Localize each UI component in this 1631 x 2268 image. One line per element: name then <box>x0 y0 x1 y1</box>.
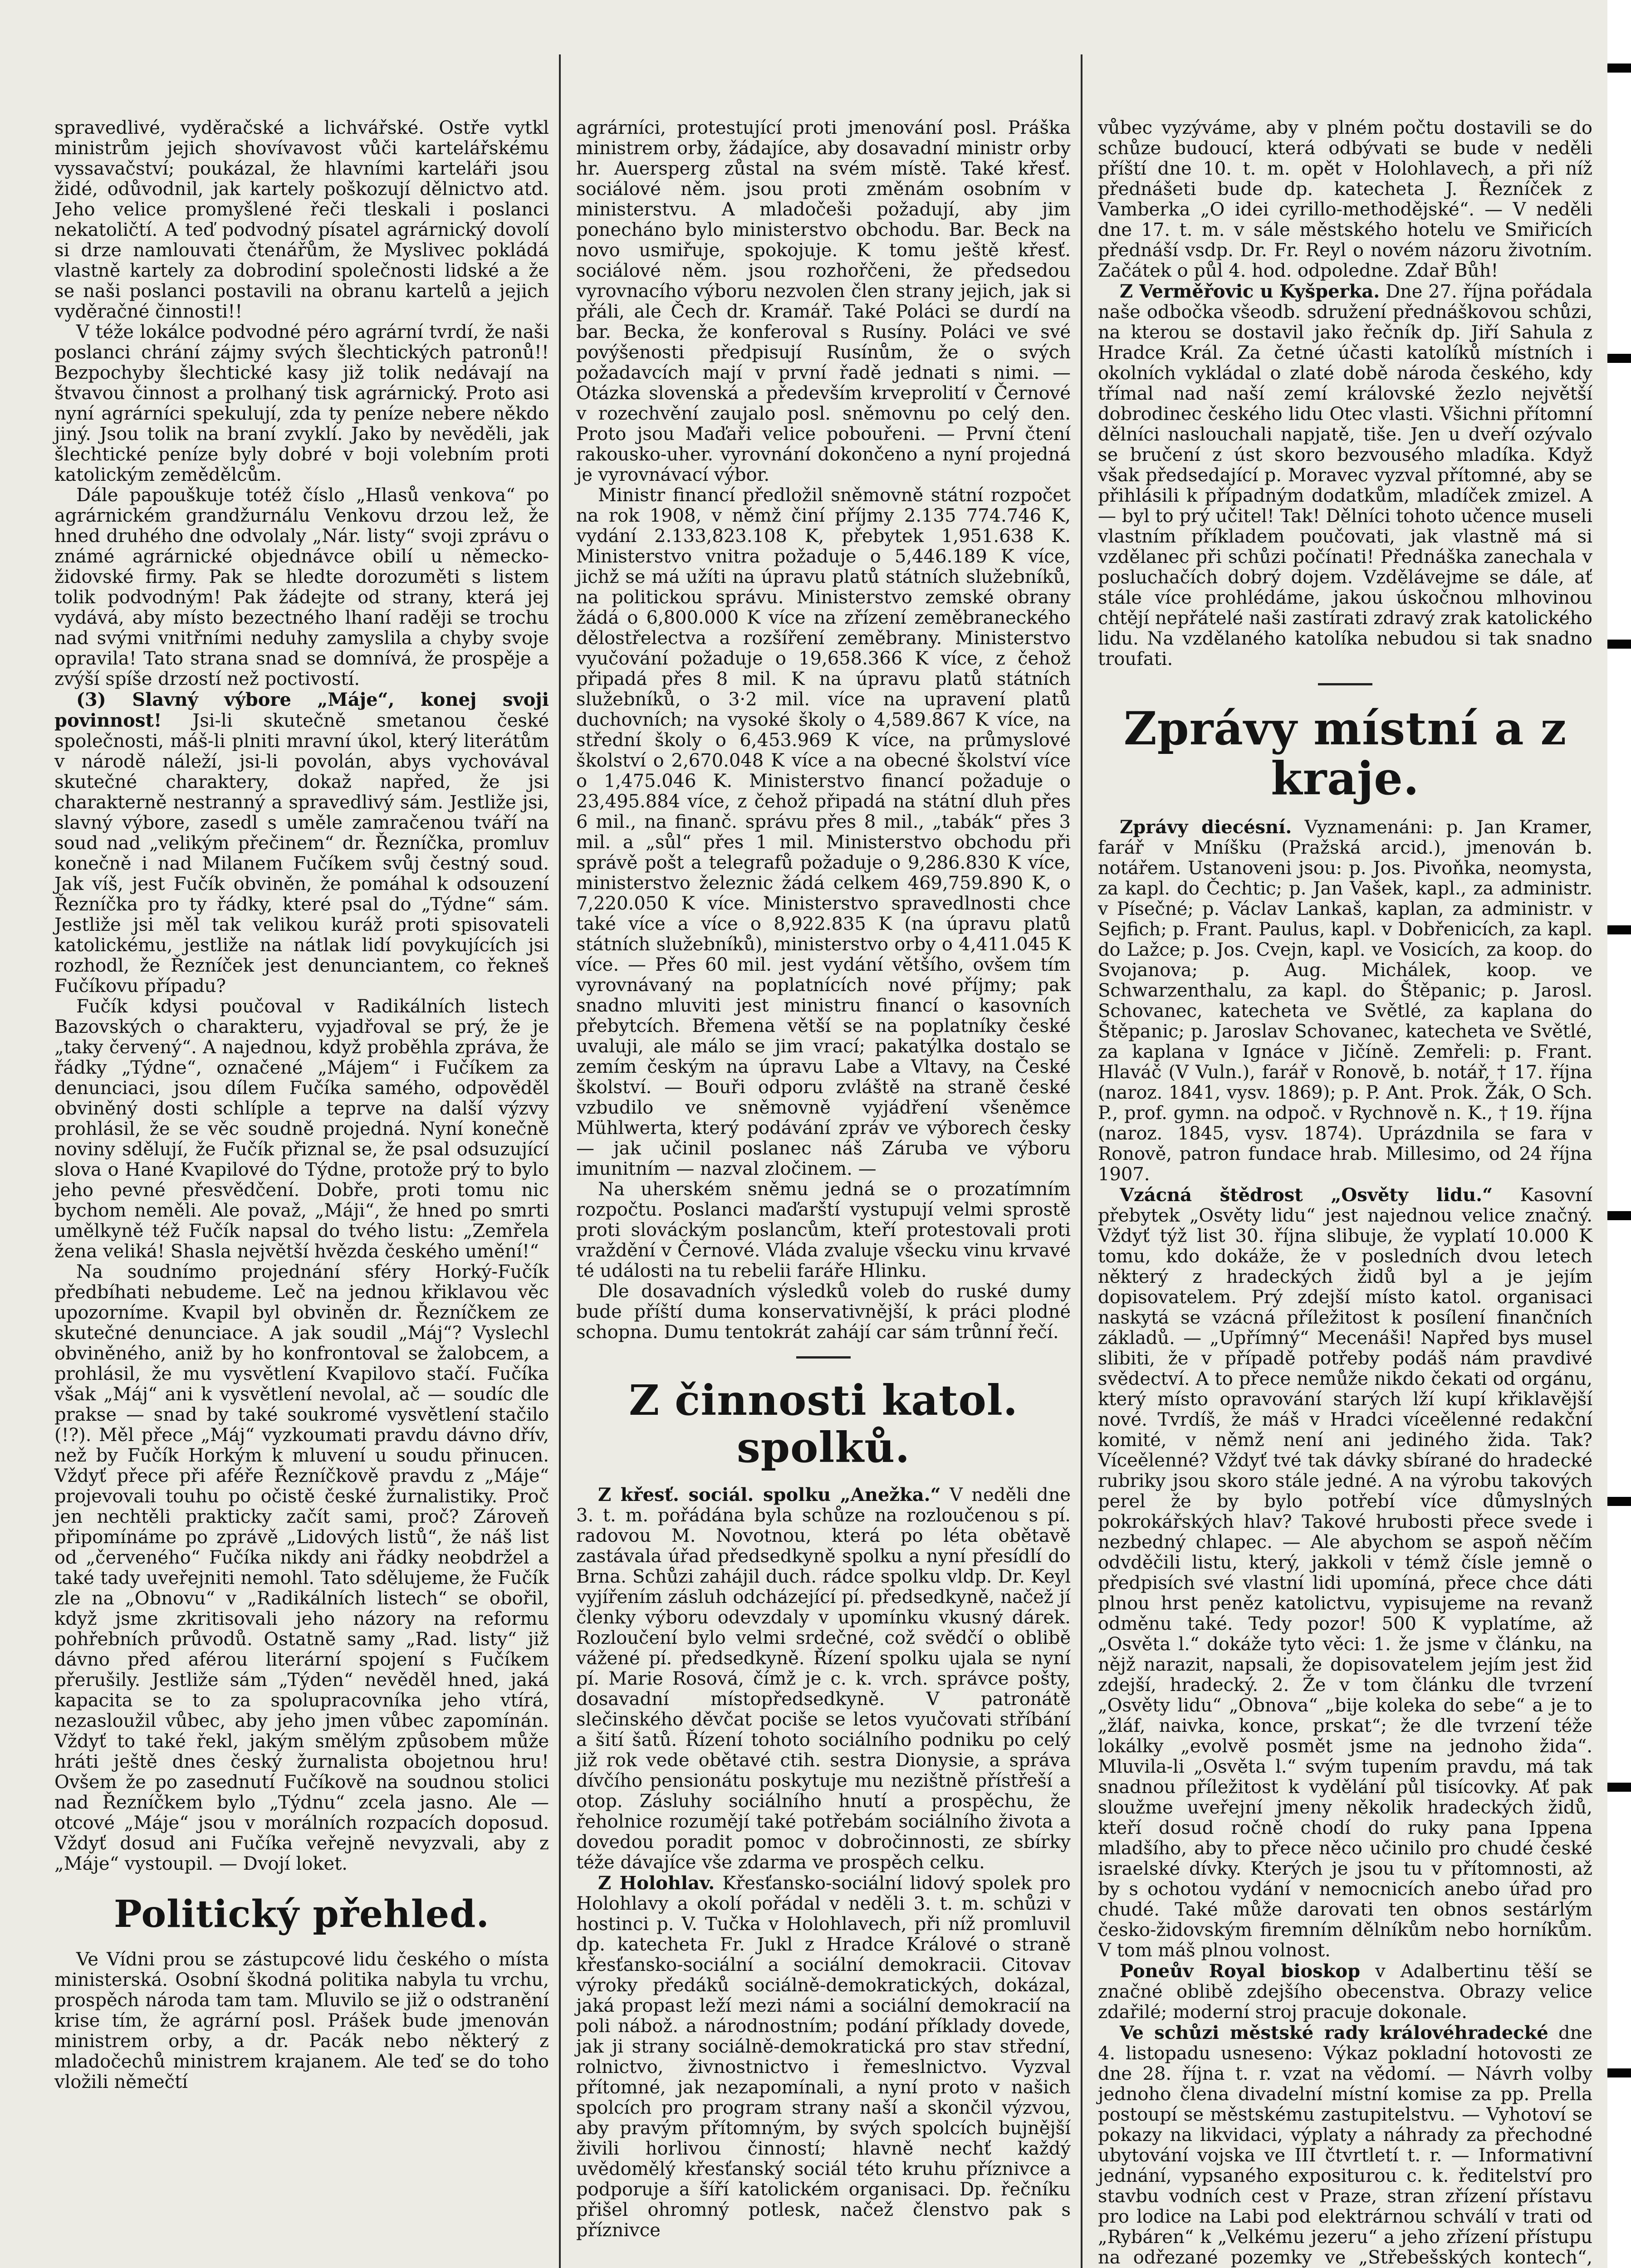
paragraph-body: Dne 27. října pořádala naše odbočka všeodb. sdružení přednáškovou schůzi, na kterou se dostavil jako řečník dp. Jiří Sahula z Hradce Král. Za četné účasti katolíků místních i okolních vykládal o zlaté době národa českého, kdy třímal nad naší zemí královské žezlo největší dobrodinec českého lidu Otec vlasti. Všichni přítomní dělníci naslouchali napjatě, tiše. Jen u dveří ozývalo se bručení z úst skoro bezvousého mladíka. Když však předsedající p. Moravec vyzval přítomné, aby se přihlásili k případným dodatkům, mladíček zmizel. A — byl to prý učitel! Tak! Dělníci tohoto učence museli vlastním příkladem poučovati, jak vlastně má si vzdělanec při schůzi počínati! Přednáška zanechala v posluchačích dobrý dojem. Vzdělávejme se dále, ať stále více prohlédáme, jakou úskočnou mlhovinou chtějí nepřátelé naši zastírati zdravý zrak katolického lidu. Na vzdělaného katolíka nebudou si tak snadno troufati. <box>1098 281 1593 670</box>
scan-tick <box>1607 1783 1631 1792</box>
paragraph-headline: Z křesť. sociál. spolku „Anežka.“ <box>598 1484 941 1505</box>
column-divider <box>559 54 561 2268</box>
scan-tick <box>1607 2068 1631 2077</box>
paragraph-body: Křesťansko-sociální lidový spolek pro Holohlavy a okolí pořádal v neděli 3. t. m. schůzi v hostinci p. V. Tučka v Holohlavech, při níž promluvil dp. katecheta Fr. Jukl z Hradce Králové o straně křesťansko-sociální a sociální demokracii. Citovav výroky předáků sociálně-demokratických, dokázal, jaká propast leží mezi námi a sociální demokracií na poli nábož. a národnostním; podání příklady dovede, jak ji strany sociálně-demokratická pro stav střední, rolnictvo, živnostnictvo i řemeslnictvo. Vyzval přítomné, jak nezapomínali, a nyní proto v našich spolcích pro program strany naší a skončil výzvou, aby pravým přítomným, by svých spolcích bujnější živili horlivou činností; hlavně nechť každý uvědomělý křesťanský sociál této kruhu příznivce a podporuje a šíří katolickém organisaci. Dp. řečníku přišel ohromný potlesk, načež členstvo pak s příznivce <box>576 1873 1071 2241</box>
scan-tick <box>1607 1211 1631 1220</box>
scan-edge-strip <box>1607 0 1631 2268</box>
paragraph-headline: Z Holohlav. <box>598 1872 715 1894</box>
column-divider <box>1081 54 1082 2268</box>
paragraph-body: dne 4. listopadu usneseno: Výkaz pokladní hotovosti ze dne 28. října t. r. vzat na vědomí. — Návrh volby jednoho člena divadelní místní komise za pp. Prella postoupí se městskému zastupitelstvu. — Vyhotoví se pokazy na likvidaci, výplaty a náhrady za přechodné ubytování vojska ve III čtvrtletí t. r. — Informativní jednání, vypsaného expositurou c. k. ředitelství pro stavbu vodních cest v Praze, stran zřízení přístavu pro lodice na Labi pod elektrárnou schválí v trati od „Rybáren“ k „Velkému jezeru“ a jeho zřízení přístupu na odřezané pozemky ve „Střebešských kontech“, <box>1098 2023 1592 2268</box>
paragraph-headline: Zprávy diecésní. <box>1120 816 1292 838</box>
article-paragraph <box>54 689 549 997</box>
section-heading-associations: Z činnosti katol. spolků. <box>629 1376 1018 1472</box>
article-paragraph: Ve Vídni prou se zástupcové lidu českého o místa ministerská. Osobní škodná politika nabyla tu vrchu, prospěch národa tam tam. Mluvilo se již o odstranění krise tím, že agrární posl. Prášek bude jmenován ministrem orby, a dr. Pacák nebo některý z mladočechů ministrem krajanem. Ale teď se do toho vložili němečtí <box>54 1949 549 2092</box>
article-paragraph: V téže lokálce podvodné péro agrární tvrdí, že naši poslanci chrání zájmy svých šlechtických patronů!! Bezpochyby šlechtické kasy již tolik nedávají na štvavou činnost a prolhaný tisk agrárnický. Proto asi nyní agrárníci spekulují, zda ty peníze nebere někdo jiný. Jsou tolik na braní zvyklí. Jako by nevěděli, jak šlechtické peníze byly dobré v boji volebním proti katolickým zemědělcům. <box>54 322 549 485</box>
divider-line <box>1318 683 1372 685</box>
article-paragraph <box>1098 1185 1592 1961</box>
article-paragraph <box>1098 817 1592 1185</box>
article-paragraph: Na uherském sněmu jedná se o prozatímním rozpočtu. Poslanci maďarští vystupují velmi sprostě proti slováckým poslancům, kteří protestovali proti vraždění v Černové. Vláda zvaluje všecku vinu krvavé té události na tu rebelii faráře Hlinku. <box>576 1179 1071 1281</box>
article-paragraph: Ministr financí předložil sněmovně státní rozpočet na rok 1908, v němž činí příjmy 2.135 774.746 K, vydání 2.133,823.108 K, přebytek 1,951.638 K. Ministerstvo vnitra požaduje o 5,446.189 K více, jichž se má užíti na úpravu platů státních služebníků, na politickou správu. Ministerstvo zemské obrany žádá o 6,800.000 K více na zřízení zeměbraneckého dělostřelectva a rozšíření zeměbrany. Ministerstvo vyučování požaduje o 19,658.366 K více, z čehož připadá přes 8 mil. K na úpravu platů státních služebníků, o 3·2 mil. více na upravení platů duchovních; na vysoké školy o 4,589.867 K více, na střední školy o 6,453.969 K více, na průmyslové školství o 2,670.048 K více a na obecné školství více o 1,475.046 K. Ministerstvo financí požaduje o 23,495.884 více, z čehož připadá na státní dluh přes 6 mil., na finanč. správu přes 8 mil., „tabák“ přes 3 mil. a „sůl“ přes 1 mil. Ministerstvo obchodu při správě pošt a telegrafů požaduje o 9,286.830 K více, ministerstvo železnic žádá celkem 469,759.890 K, o 7,220.050 K více. Ministerstvo spravedlnosti chce také více a více o 8,922.835 K (na úpravu platů státních služebníků), ministerstvo orby o 4,411.045 K více. — Přes 60 mil. jest vydání většího, ovšem tím vyrovnávaný na poplatnících nové příjmy; pak snadno mluviti jest ministru financí o kasovních přebytcích. Břemena větší se na poplatníky české uvaluji, ale málo se jim vrací; pakatýlka dostalo se zemím českým na úpravu Labe a Vltavy, na České školství. — Bouři odporu zvláště na straně české vzbudilo ve sněmovně vyjádření všeněmce Mühlwerta, který podávání zpráv ve výborech česky — jak učinil poslanec náš Záruba ve výboru imunitním — nazval zločinem. — <box>576 485 1071 1179</box>
divider-line <box>796 1356 851 1359</box>
article-paragraph <box>576 1873 1071 2241</box>
article-paragraph: Dále papouškuje totéž číslo „Hlasů venkova“ po agrárnickém grandžurnálu Venkovu drzou lež, že hned druhého dne odvolaly „Nár. listy“ svoji zprávu o známé agrárnické objednávce obilí u německo-židovské firmy. Pak se hledte dorozuměti s listem tolik podvodným! Pak žádejte od strany, která jej vydává, aby místo bezectného lhaní raději se trochu nad svými vnitřními neduhy zamyslila a chyby svoje opravila! Tato strana snad se domnívá, že prospěje a zvýší spíše drzostí než poctivostí. <box>54 485 549 689</box>
scan-tick <box>1607 640 1631 649</box>
article-paragraph <box>576 1485 1071 1873</box>
paragraph-body: v Adalbertinu těší se značné oblibě zdejšího obecenstva. Obrazy velice zdařilé; moderní stroj pracuje dokonale. <box>1098 1961 1592 2023</box>
scan-tick <box>1607 1497 1631 1506</box>
article-paragraph: Dle dosavadních výsledků voleb do ruské dumy bude příští duma konservativnější, k práci plodné schopna. Dumu tentokrát zahájí car sám trůnní řečí. <box>576 1281 1071 1343</box>
article-paragraph <box>1098 1961 1592 2023</box>
scan-tick <box>1607 354 1631 363</box>
article-paragraph: Na soudnímo projednání sféry Horký-Fučík předbíhati nebudeme. Leč na jednou křiklavou věc upozorníme. Kvapil byl obviněn dr. Řezníčkem ze skutečné denunciace. A jak soudil „Máj“? Vyslechl obviněného, aniž by ho konfrontoval se žalobcem, a prohlásil, že mu vysvětlení Kvapilovo stačí. Fučíka však „Máj“ ani k vysvětlení nevolal, ač — soudíc dle prakse — snad by také soukromé vysvětlení stačilo (!?). Měl přece „Máj“ vyzkoumati pravdu dávno dřív, než by Fučík Horkým k mluvení u soudu přinucen. Vždyť přece při aféře Řezníčkově pravdu z „Máje“ projevovali touhu po očistě české žurnalistiky. Proč jen nechtěli prakticky začít sami, proč? Zároveň připomínáme po zprávě „Lidových listů“, že náš list od „červeného“ Fučíka nikdy ani řádky neobdržel a také tady uveřejniti nemohl. Tato sdělujeme, že Fučík zle na „Obnovu“ v „Radikálních listech“ se obořil, když jsme zkritisovali jeho názory na reformu pohřebních průvodů. Ostatně samy „Rad. listy“ již dávno před aférou literární spojení s Fučíkem přerušily. Jestliže sám „Týden“ nevěděl hned, jaká kapacita se to za spolupracovníka jeho vtírá, nezasloužil vůbec, aby jeho jmen vůbec zapomínán. Vždyť to také řekl, jakým smělým způsobem může hráti ještě dnes český žurnalista obojetnou hru! Ovšem že po zasednutí Fučíkově na soudnou stolici nad Řezníčkem bylo „Týdnu“ zcela jasno. Ale — otcové „Máje“ jsou v morálních rozpacích doposud. Vždyť dosud ani Fučíka veřejně nevyzvali, aby z „Máje“ vystoupil. — Dvojí loket. <box>54 1261 549 1874</box>
scan-tick <box>1607 925 1631 934</box>
paragraph-headline: (3) Slavný výbore „Máje“, konej svoji povinnost! <box>54 689 549 731</box>
paragraph-body: V neděli dne 3. t. m. pořádána byla schůze na rozloučenou s pí. radovou M. Novotnou, která po léta obětavě zastávala úřad předsedkyně spolku a nyní přesídlí do Brna. Schůzi zahájil duch. rádce spolku vldp. Dr. Keyl vyjířením zásluh odcházející pí. předsedkyně, načež jí členky výboru odevzdaly v upomínku vkusný dárek. Rozloučení bylo velmi srdečné, což svědčí o oblibě vážené pí. předsedkyně. Řízení spolku ujala se nyní pí. Marie Rosová, čímž je c. k. vrch. správce pošty, dosavadní místopředsedkyně. V patronátě slečinského děvčat pociše se letos vyučovati stříbání a šití šatů. Řízení tohoto sociálního podniku po celý již rok vede obětavé ctih. sestra Dionysie, a správa dívčího pensionátu poskytuje mu nezištně přístřeší a otop. Zásluhy sociálního hnutí a prospěchu, že řeholnice rozumějí také potřebám sociálního života a dovedou poradit pomoc v dobročinnosti, ze sbírky téže dávajíce vše zdarma ve prospěch celku. <box>576 1485 1071 1873</box>
article-paragraph: vůbec vyzýváme, aby v plném počtu dostavili se do schůze budoucí, která odbývati se bude v neděli příští dne 10. t. m. opět v Holohlavech, a při níž přednášeti bude dp. katecheta J. Řezníček z Vamberka „O idei cyrillo-methodějské“. — V neděli dne 17. t. m. v sále městského hotelu ve Smiřicích přednáší vsdp. Dr. Fr. Reyl o novém názoru životním. Začátek o půl 4. hod. odpoledne. Zdař Bůh! <box>1098 117 1592 281</box>
article-paragraph <box>1098 281 1592 670</box>
paragraph-headline: Ve schůzi městské rady královéhradecké <box>1120 2022 1548 2043</box>
paragraph-headline: Poneův Royal bioskop <box>1120 1960 1361 1982</box>
paragraph-body: Jsi-li skutečně smetanou české společnosti, máš-li plniti mravní úkol, který literátům v národě náleží, jsi-li povolán, abys vychovával skutečné charaktery, dokaž napřed, že jsi charakterně nestranný a spravedlivý sám. Jestliže jsi, slavný výbore, zasedl s uměle zamračenou tváří na soud nad „velikým přečinem“ dr. Řezníčka, promluv konečně i nad Milanem Fučíkem svůj čestný soud. Jak víš, jest Fučík obviněn, že pomáhal k odsouzení Řezníčka pro ty řádky, které psal do „Týdne“ sám. Jestliže jsi měl tak velikou kuráž proti spisovateli katolickému, jestliže na nátlak lidí povykujících jsi rozhodl, že Řezníček jest denunciantem, co řekneš Fučíkovu případu? <box>54 710 549 997</box>
scan-tick <box>1607 64 1631 73</box>
paragraph-headline: Vzácná štědrost „Osvěty lidu.“ <box>1120 1184 1493 1206</box>
article-paragraph: spravedlivé, vyděračské a lichvářské. Ostře vytkl ministrům jejich shovívavost vůči kartelářskému vyssavačství; poukázal, že hlavními karteláři jsou židé, odůvodnil, jak kartely poškozují dělnictvo atd. Jeho velice promyšlené řeči tleskali i poslanci nekatoličtí. A teď podvodný písatel agrárnický dovolí si drze namlouvati čtenářům, že Myslivec pokládá vlastně kartely za dobrodiní společnosti lidské a že se naši poslanci postavili na obranu kartelů a jejich vyděračné činnosti!! <box>54 117 549 322</box>
column-2 <box>576 118 1071 2241</box>
column-3 <box>1098 118 1592 2268</box>
article-paragraph: Fučík kdysi poučoval v Radikálních listech Bazovských o charakteru, vyjadřoval se prý, že je „taky červený“. A najednou, když proběhla zpráva, že řádky „Týdne“, označené „Májem“ i Fučíkem za denunciaci, jsou dílem Fučíka samého, odpověděl obviněný dosti schlíple a teprve na další výzvy prohlásil, že se věc soudně projedná. Nyní konečně noviny sdělují, že Fučík přiznal se, že psal odsuzující slova o Hané Kvapilové do Týdne, protože prý to bylo jeho pevné přesvědčení. Dobře, proti tomu nic bychom neměli. Ale považ, „Máji“, že hned po smrti umělkyně též Fučík napsal do tvého listu: „Zemřela žena veliká! Shasla největší hvězda českého umění!“ <box>54 996 549 1262</box>
section-heading-politics: Politický přehled. <box>114 1892 490 1936</box>
article-paragraph: agrárníci, protestující proti jmenování posl. Práška ministrem orby, žádajíce, aby dosavadní ministr orby hr. Auersperg zůstal na svém místě. Také křesť. sociálové něm. jsou proti změnám osobním v ministerstvu. A mladočeši požadují, aby jim ponecháno bylo ministerstvo obchodu. Bar. Beck na novo usmiřuje, spokojuje. K tomu ještě křesť. sociálové něm. jsou rozhořčeni, že předsedou vyrovnacího výboru nezvolen člen strany jejich, jak si přáli, ale Čech dr. Kramář. Také Poláci se durdí na bar. Becka, že konferoval s Rusíny. Poláci ve své povýšenosti předpisují Rusínům, že o svých požadavcích mají v první řadě jednati s nimi. — Otázka slovenská a především krveprolití v Černové v rozechvění zaujalo posl. sněmovnu po celý den. Proto jsou Maďaři velice pobouřeni. — První čtení rakousko-uher. vyrovnání dokončeno a nyní projedná je vyrovnávací výbor. <box>576 117 1071 485</box>
article-paragraph <box>1098 2023 1592 2268</box>
paragraph-body: Vyznamenáni: p. Jan Kramer, farář v Mníšku (Pražská arcid.), jmenován b. notářem. Ustanoveni jsou: p. Jos. Pivoňka, neomysta, za kapl. do Čechtic; p. Jan Vašek, kapl., za administr. v Písečné; p. Václav Lankaš, kaplan, za administr. v Sejfich; p. Frant. Paulus, kapl. v Dobřenicích, za kapl. do Lažce; p. Jos. Cvejn, kapl. ve Vosicích, za koop. do Svojanova; p. Aug. Michálek, koop. ve Schwarzenthalu, za kapl. do Štěpanic; p. Jarosl. Schovanec, katecheta ve Světlé, za kaplana do Štěpanic; p. Jaroslav Schovanec, katecheta ve Světlé, za kaplana v Ignáce v Jičíně. Zemřeli: p. Frant. Hlaváč (V Vuln.), farář v Ronově, b. notář, † 17. října (naroz. 1841, vysv. 1869); p. P. Ant. Prok. Žák, O Sch. P., prof. gymn. na odpoč. v Rychnově n. K., † 19. října (naroz. 1845, vysv. 1874). Uprázdnila se fara v Ronově, patron fundace hrab. Millesimo, od 24 října 1907. <box>1098 817 1592 1185</box>
section-heading-local-news: Zprávy místní a z kraje. <box>1123 702 1567 805</box>
paragraph-body: Kasovní přebytek „Osvěty lidu“ jest najednou velice značný. Vždyť týž list 30. října slibuje, že vyplatí 10.000 K tomu, kdo dokáže, že v posledních dvou letech některý z hradeckých židů byl a je jejím dopisovatelem. Prý zdejší místo katol. organisaci naskytá se vzácná příležitost k posílení finančních základů. — „Upřímný“ Mecenáši! Napřed bys musel slibiti, že v případě potřeby podáš nám pravdivé svědectví. A to přece nemůže nikdo čekati od orgánu, který místo opravování starých lží kupí křiklavější nové. Tvrdíš, že máš v Hradci víceělenné redakční komité, v němž není ani jediného žida. Tak? Víceělenné? Vždyť tvé tak dávky sbírané do hradecké rubriky jsou skoro stále jedné. A na výrobu takových perel že by bylo potřebí více důmyslných pokrokářských hlav? Takové hrubosti přece svede i nezbedný chlapec. — Ale abychom se aspoň něčím odvděčili listu, který, jakkoli v témž čísle jemně o předpisích své vlastní lidi upomíná, přece chce dáti plnou hrst peněz katolictvu, vypisujeme na revanž odměnu také. Tedy pozor! 500 K vyplatíme, až „Osvěta l.“ dokáže tyto věci: 1. že jsme v článku, na nějž narazit, napsali, že dopisovatelem jejím jest žid zdejší, hradecký. 2. Že v tom článku dle tvrzení „Osvěty lidu“ „Obnova“ „bije koleka do sebe“ a je to „žláf, naivka, konce, prskat“; že dle tvrzení téže lokálky „evolvě posmět jsme na jednoho žida“. Mluvila-li „Osvěta l.“ svým tupením pravdu, má tak snadnou příležitost k vydělání půl tisícovky. Ať pak sloužme uveřejní jmeny několik hradeckých židů, kteří dosud ročně chodí do ruky pana Ippena mladšího, aby to přece něco učinilo pro chudé české israelské dívky. Kterých je jsou tu v přítomnosti, až by s ochotou vydání v nemocnicích anebo úřad pro chudé. Také může darovati ten obnos sestárlým česko-židovským firemním dělníkům nebo horníkům. V tom máš plnou volnost. <box>1098 1185 1593 1961</box>
paragraph-headline: Z Verměřovic u Kyšperka. <box>1120 281 1380 302</box>
column-1 <box>54 118 549 2092</box>
